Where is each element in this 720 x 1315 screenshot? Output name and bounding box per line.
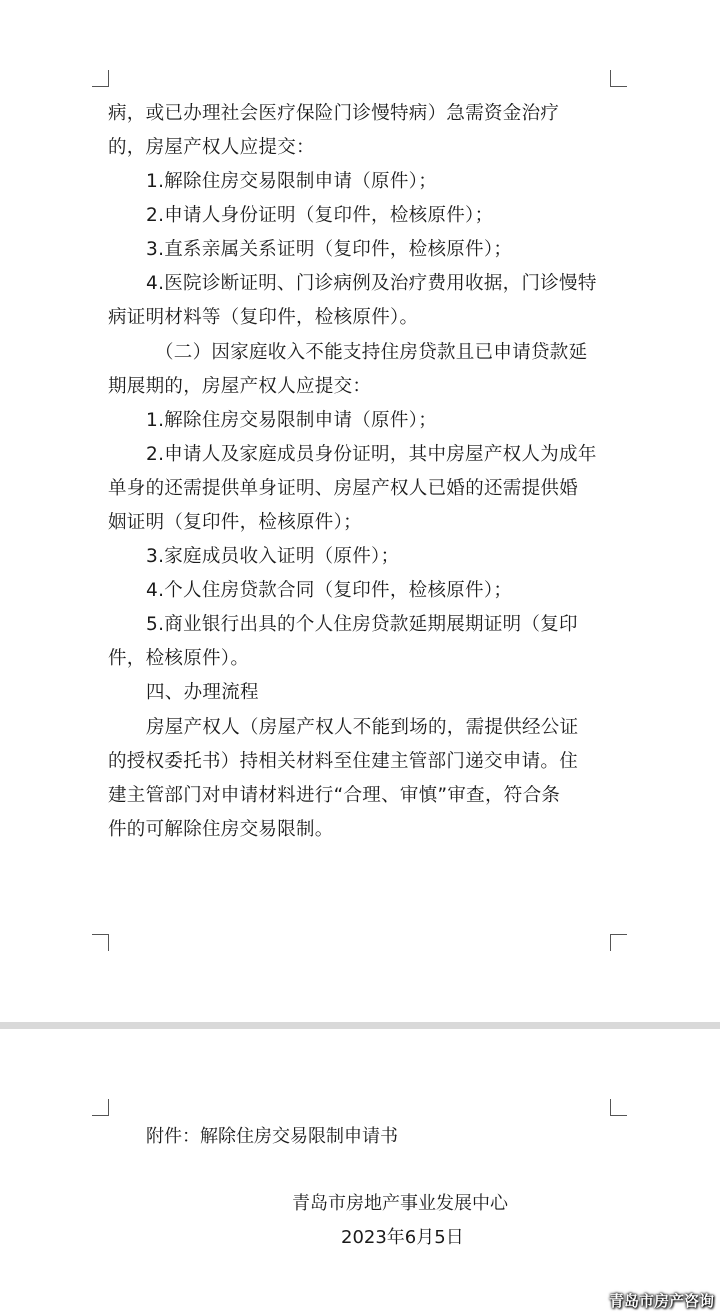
list-item: 4.医院诊断证明、门诊病例及治疗费用收据，门诊慢特: [146, 273, 597, 294]
text-line: 件，检核原件）。: [108, 648, 250, 669]
list-item: 3.直系亲属关系证明（复印件，检核原件）；: [146, 239, 513, 260]
list-item: 2.申请人身份证明（复印件，检核原件）；: [146, 205, 494, 226]
text-line: 的授权委托书）持相关材料至住建主管部门递交申请。住: [108, 751, 579, 772]
list-item: 4.个人住房贷款合同（复印件，检核原件）；: [146, 580, 513, 601]
watermark-text: 青岛市房产咨询: [608, 1292, 714, 1310]
text-line: 期展期的，房屋产权人应提交：: [108, 376, 372, 397]
issuer-name: 青岛市房地产事业发展中心: [292, 1193, 508, 1214]
list-item: 1.解除住房交易限制申请（原件）；: [146, 171, 438, 192]
list-item: 3.家庭成员收入证明（原件）；: [146, 546, 400, 567]
list-item: 5.商业银行出具的个人住房贷款延期展期证明（复印: [146, 614, 578, 635]
crop-mark-top-left: [92, 1099, 109, 1116]
text-line: 病证明材料等（复印件，检核原件）。: [108, 307, 419, 328]
document-page-2: [0, 1029, 720, 1315]
list-item: 1.解除住房交易限制申请（原件）；: [146, 410, 438, 431]
text-line: 建主管部门对申请材料进行“合理、审慎”审查，符合条: [108, 785, 561, 806]
crop-mark-bottom-right: [610, 934, 627, 951]
list-item: 2.申请人及家庭成员身份证明，其中房屋产权人为成年: [146, 444, 597, 465]
crop-mark-top-left: [92, 70, 109, 87]
page-separator: [0, 1022, 720, 1029]
crop-mark-top-right: [610, 1099, 627, 1116]
text-line: 件的可解除住房交易限制。: [108, 819, 334, 840]
text-line: 的，房屋产权人应提交：: [108, 137, 315, 158]
paragraph-line: 房屋产权人（房屋产权人不能到场的，需提供经公证: [146, 717, 579, 738]
section-heading: 四、办理流程: [146, 682, 259, 703]
crop-mark-top-right: [610, 70, 627, 87]
text-line: 单身的还需提供单身证明、房屋产权人已婚的还需提供婚: [108, 478, 579, 499]
crop-mark-bottom-left: [92, 934, 109, 951]
text-line: 病，或已办理社会医疗保险门诊慢特病）急需资金治疗: [108, 103, 560, 124]
text-line: 姻证明（复印件，检核原件）；: [108, 512, 362, 533]
issue-date: 2023年6月5日: [341, 1227, 464, 1248]
section-heading: （二）因家庭收入不能支持住房贷款且已申请贷款延: [155, 342, 588, 363]
attachment-line: 附件：解除住房交易限制申请书: [146, 1126, 398, 1147]
